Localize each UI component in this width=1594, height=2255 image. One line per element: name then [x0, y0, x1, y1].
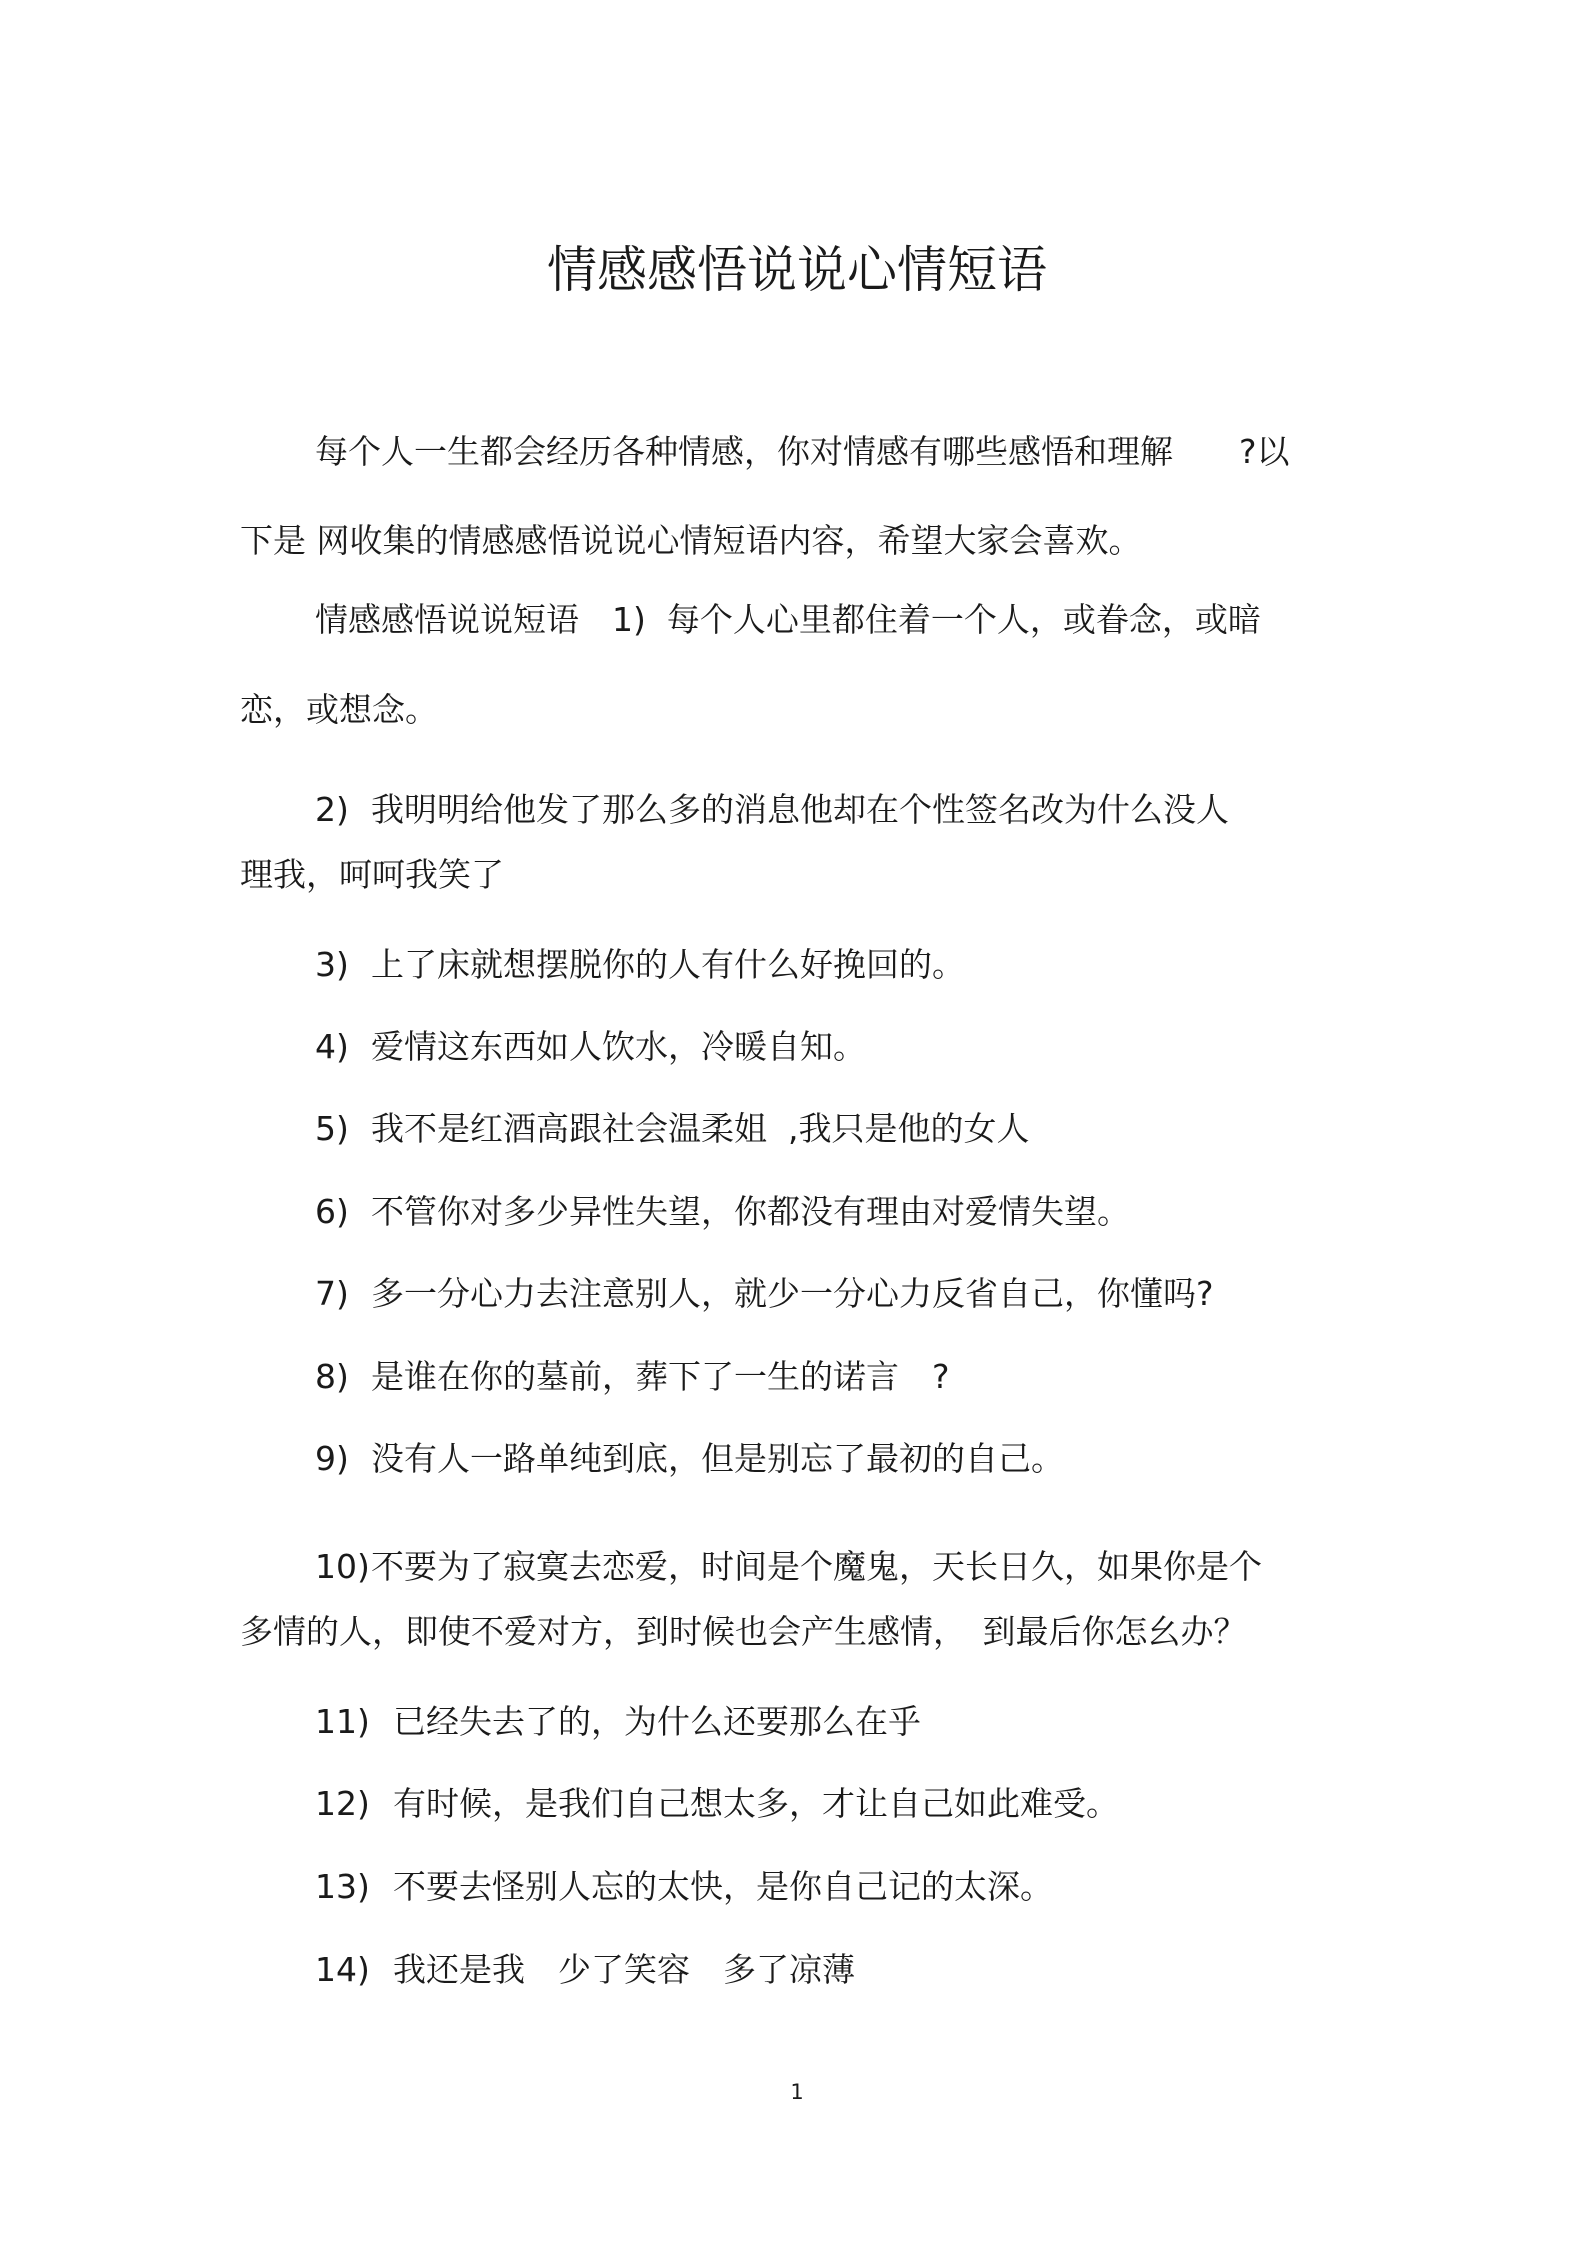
page-number: 1 — [790, 2080, 804, 2104]
item-number: 11) — [315, 1702, 370, 1741]
item-text: 有时候，是我们自己想太多，才让自己如此难受。 — [393, 1784, 1119, 1823]
intro-paragraph-line-2: 下是 网收集的情感感悟说说心情短语内容，希望大家会喜欢。 — [240, 521, 1142, 560]
list-item — [315, 1700, 921, 1744]
list-item — [315, 1437, 1064, 1481]
list-item — [315, 1025, 866, 1069]
item-number: 14) — [315, 1950, 370, 1989]
list-item — [315, 788, 1229, 832]
item-number: 13) — [315, 1867, 370, 1906]
item-text: 我不是红酒高跟社会温柔姐 ,我只是他的女人 — [371, 1109, 1030, 1148]
item-text: 我还是我 少了笑容 多了凉薄 — [393, 1950, 855, 1989]
list-item — [315, 1355, 950, 1399]
item-number: 8) — [315, 1357, 349, 1396]
list-item-continuation: 理我，呵呵我笑了 — [240, 855, 504, 894]
item-text: 多一分心力去注意别人，就少一分心力反省自己，你懂吗? — [371, 1274, 1214, 1313]
item-text: 没有人一路单纯到底，但是别忘了最初的自己。 — [371, 1439, 1064, 1478]
item-text: 不管你对多少异性失望，你都没有理由对爱情失望。 — [371, 1192, 1130, 1231]
section-paragraph-line-2: 恋，或想念。 — [240, 690, 438, 729]
intro-paragraph-line-1: 每个人一生都会经历各种情感，你对情感有哪些感悟和理解 ?以 — [315, 432, 1290, 471]
item-number: 6) — [315, 1192, 349, 1231]
document-title: 情感感悟说说心情短语 — [547, 241, 1047, 299]
item-number: 12) — [315, 1784, 370, 1823]
item-number: 7) — [315, 1274, 349, 1313]
item-text: 我明明给他发了那么多的消息他却在个性签名改为什么没人 — [371, 790, 1229, 829]
list-item — [315, 1107, 1029, 1151]
item-text: 爱情这东西如人饮水，冷暖自知。 — [371, 1027, 866, 1066]
list-item — [315, 1545, 1262, 1589]
item-number: 2) — [315, 790, 349, 829]
item-text: 不要去怪别人忘的太快，是你自己记的太深。 — [393, 1867, 1053, 1906]
item-number: 3) — [315, 945, 349, 984]
list-item-continuation: 多情的人，即使不爱对方，到时候也会产生感情， 到最后你怎幺办？ — [240, 1612, 1247, 1651]
item-number: 5) — [315, 1109, 349, 1148]
item-text: 是谁在你的墓前，葬下了一生的诺言 ? — [371, 1357, 950, 1396]
list-item — [315, 1782, 1119, 1826]
list-item — [315, 1190, 1130, 1234]
item-number: 4) — [315, 1027, 349, 1066]
list-item — [315, 943, 965, 987]
list-item — [315, 1272, 1214, 1316]
item-text: 已经失去了的，为什么还要那么在乎 — [393, 1702, 921, 1741]
item-text: 不要为了寂寞去恋爱，时间是个魔鬼，天长日久，如果你是个 — [371, 1547, 1262, 1586]
item-text: 上了床就想摆脱你的人有什么好挽回的。 — [371, 945, 965, 984]
list-item — [315, 1865, 1053, 1909]
section-paragraph-line-1: 情感感悟说说短语 1) 每个人心里都住着一个人，或眷念，或暗 — [315, 600, 1261, 639]
item-number: 9) — [315, 1439, 349, 1478]
list-item — [315, 1948, 855, 1992]
item-number: 10) — [315, 1547, 370, 1586]
